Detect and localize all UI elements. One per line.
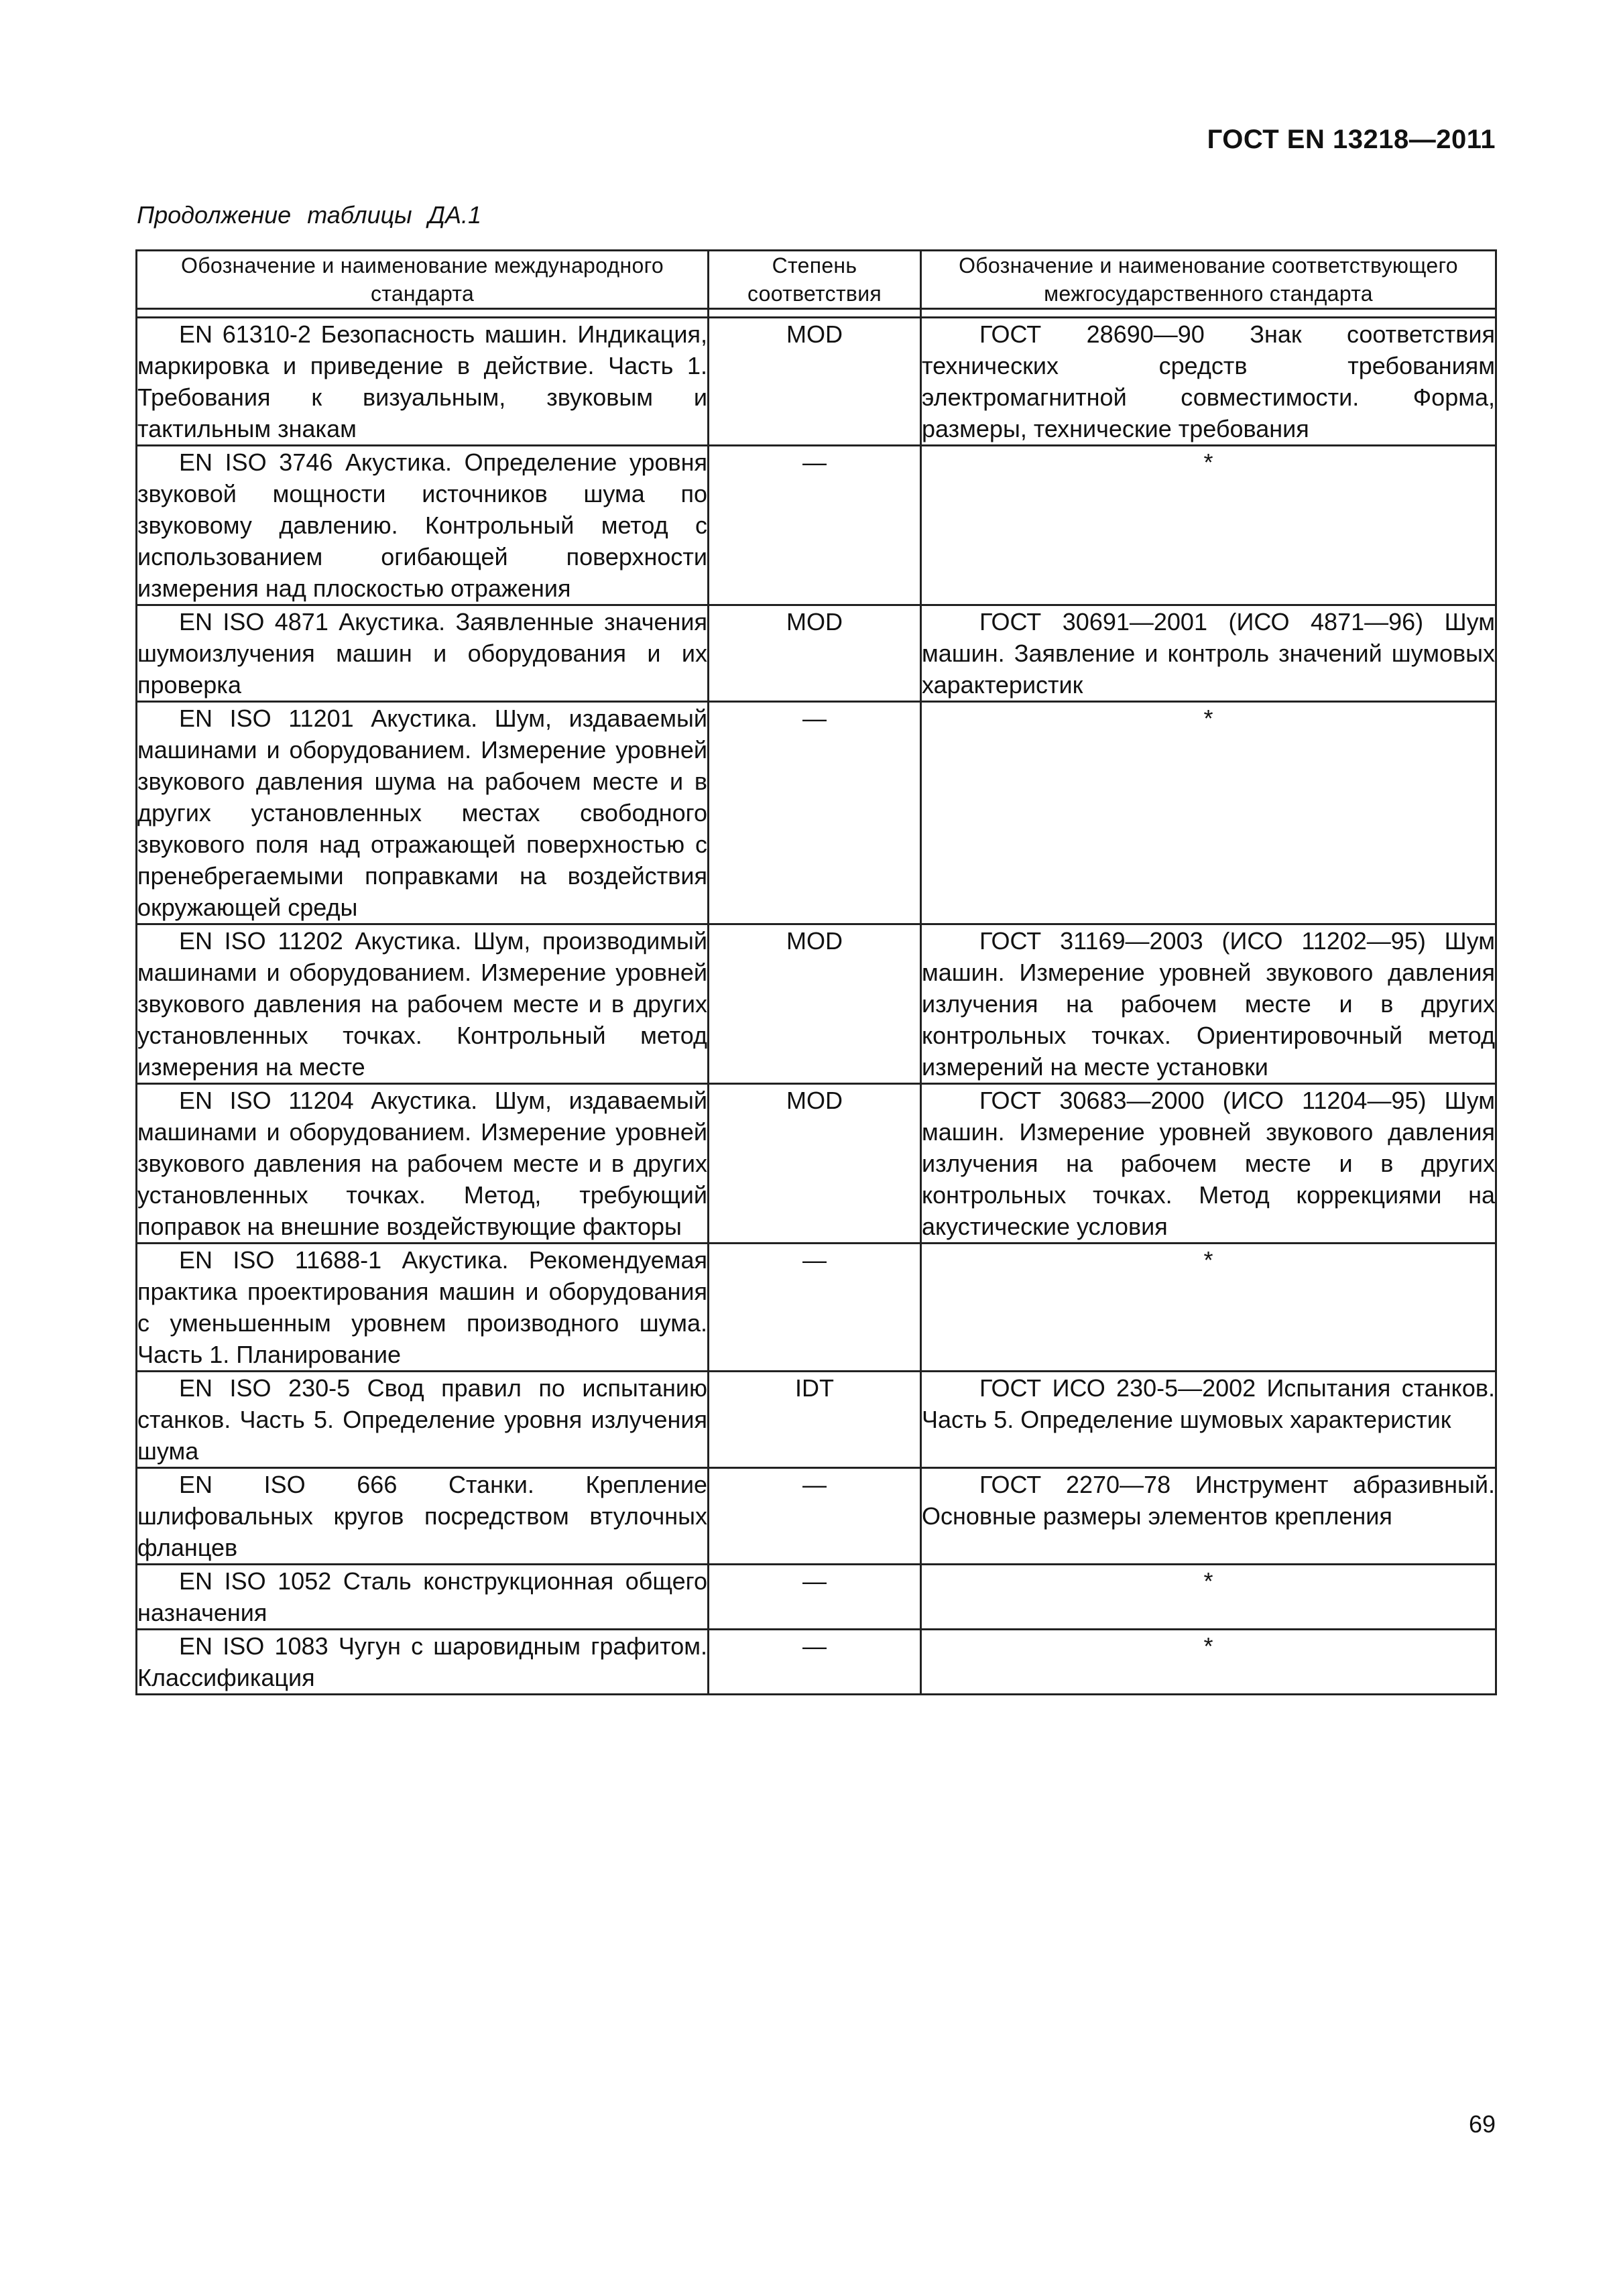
international-standard-cell: EN ISO 4871 Акустика. Заявленные значения шумоизлучения машин и оборудования и их проверка bbox=[137, 605, 709, 702]
table-row bbox=[137, 446, 1496, 605]
international-standard-cell: EN ISO 11202 Акустика. Шум, производимый машинами и оборудованием. Измерение уровней звукового давления на рабочем месте и в других установленных точках. Контрольный метод измерения на месте bbox=[137, 924, 709, 1084]
international-standard-cell: EN ISO 11204 Акустика. Шум, издаваемый машинами и оборудованием. Измерение уровней звукового давления на рабочем месте и в других установленных точках. Метод, требующий поправок на внешние воздействующие факторы bbox=[137, 1084, 709, 1244]
header-international-standard: Обозначение и наименование международного стандарта bbox=[137, 251, 709, 309]
table-row bbox=[137, 1084, 1496, 1244]
interstate-standard-cell: * bbox=[921, 1630, 1496, 1695]
table-header-row bbox=[137, 251, 1496, 309]
degree-of-conformity-cell: MOD bbox=[709, 318, 921, 446]
interstate-standard-cell: ГОСТ 28690—90 Знак соответствия технических средств требованиям электромагнитной совместимости. Форма, размеры, технические требования bbox=[921, 318, 1496, 446]
degree-of-conformity-cell: — bbox=[709, 1630, 921, 1695]
international-standard-cell: EN ISO 1052 Сталь конструкционная общего назначения bbox=[137, 1565, 709, 1630]
interstate-standard-cell: ГОСТ ИСО 230-5—2002 Испытания станков. Часть 5. Определение шумовых характеристик bbox=[921, 1372, 1496, 1468]
degree-of-conformity-cell: MOD bbox=[709, 924, 921, 1084]
interstate-standard-cell: * bbox=[921, 1244, 1496, 1372]
table-continuation-caption: Продолжение таблицы ДА.1 bbox=[137, 201, 482, 229]
international-standard-cell: EN ISO 230-5 Свод правил по испытанию станков. Часть 5. Определение уровня излучения шума bbox=[137, 1372, 709, 1468]
page-number: 69 bbox=[1468, 2110, 1496, 2138]
header-interstate-standard: Обозначение и наименование соответствующего межгосударственного стандарта bbox=[921, 251, 1496, 309]
degree-of-conformity-cell: IDT bbox=[709, 1372, 921, 1468]
international-standard-cell: EN 61310-2 Безопасность машин. Индикация, маркировка и приведение в действие. Часть 1. Требования к визуальным, звуковым и тактильным знакам bbox=[137, 318, 709, 446]
interstate-standard-cell: * bbox=[921, 702, 1496, 924]
degree-of-conformity-cell: MOD bbox=[709, 605, 921, 702]
interstate-standard-cell: * bbox=[921, 446, 1496, 605]
document-code: ГОСТ EN 13218—2011 bbox=[1207, 125, 1496, 154]
degree-of-conformity-cell: — bbox=[709, 1468, 921, 1565]
table-row bbox=[137, 1244, 1496, 1372]
interstate-standard-cell: * bbox=[921, 1565, 1496, 1630]
table-row bbox=[137, 1372, 1496, 1468]
table-row bbox=[137, 702, 1496, 924]
interstate-standard-cell: ГОСТ 30683—2000 (ИСО 11204—95) Шум машин. Измерение уровней звукового давления излучения на рабочем месте и в других контрольных точках. Метод коррекциями на акустические условия bbox=[921, 1084, 1496, 1244]
degree-of-conformity-cell: MOD bbox=[709, 1084, 921, 1244]
interstate-standard-cell: ГОСТ 30691—2001 (ИСО 4871—96) Шум машин. Заявление и контроль значений шумовых характеристик bbox=[921, 605, 1496, 702]
interstate-standard-cell: ГОСТ 2270—78 Инструмент абразивный. Основные размеры элементов крепления bbox=[921, 1468, 1496, 1565]
table-row bbox=[137, 318, 1496, 446]
international-standard-cell: EN ISO 11201 Акустика. Шум, издаваемый машинами и оборудованием. Измерение уровней звукового давления шума на рабочем месте и в других установленных местах свободного звукового поля над отражающей поверхностью с пренебрегаемыми поправками на воздействия окружающей среды bbox=[137, 702, 709, 924]
degree-of-conformity-cell: — bbox=[709, 1565, 921, 1630]
table-row bbox=[137, 1630, 1496, 1695]
header-degree-of-conformity: Степень соответствия bbox=[709, 251, 921, 309]
international-standard-cell: EN ISO 1083 Чугун с шаровидным графитом. Классификация bbox=[137, 1630, 709, 1695]
international-standard-cell: EN ISO 3746 Акустика. Определение уровня звуковой мощности источников шума по звуковому давлению. Контрольный метод с использованием огибающей поверхности измерения над плоскостью отражения bbox=[137, 446, 709, 605]
international-standard-cell: EN ISO 11688-1 Акустика. Рекомендуемая практика проектирования машин и оборудования с уменьшенным уровнем производного шума. Часть 1. Планирование bbox=[137, 1244, 709, 1372]
table-row bbox=[137, 924, 1496, 1084]
table-row bbox=[137, 1468, 1496, 1565]
table-row bbox=[137, 605, 1496, 702]
table-row bbox=[137, 1565, 1496, 1630]
header-separator bbox=[137, 309, 1496, 318]
degree-of-conformity-cell: — bbox=[709, 446, 921, 605]
interstate-standard-cell: ГОСТ 31169—2003 (ИСО 11202—95) Шум машин. Измерение уровней звукового давления излучения на рабочем месте и в других контрольных точках. Ориентировочный метод измерений на месте установки bbox=[921, 924, 1496, 1084]
degree-of-conformity-cell: — bbox=[709, 702, 921, 924]
international-standard-cell: EN ISO 666 Станки. Крепление шлифовальных кругов посредством втулочных фланцев bbox=[137, 1468, 709, 1565]
degree-of-conformity-cell: — bbox=[709, 1244, 921, 1372]
standards-correspondence-table bbox=[135, 249, 1497, 1695]
